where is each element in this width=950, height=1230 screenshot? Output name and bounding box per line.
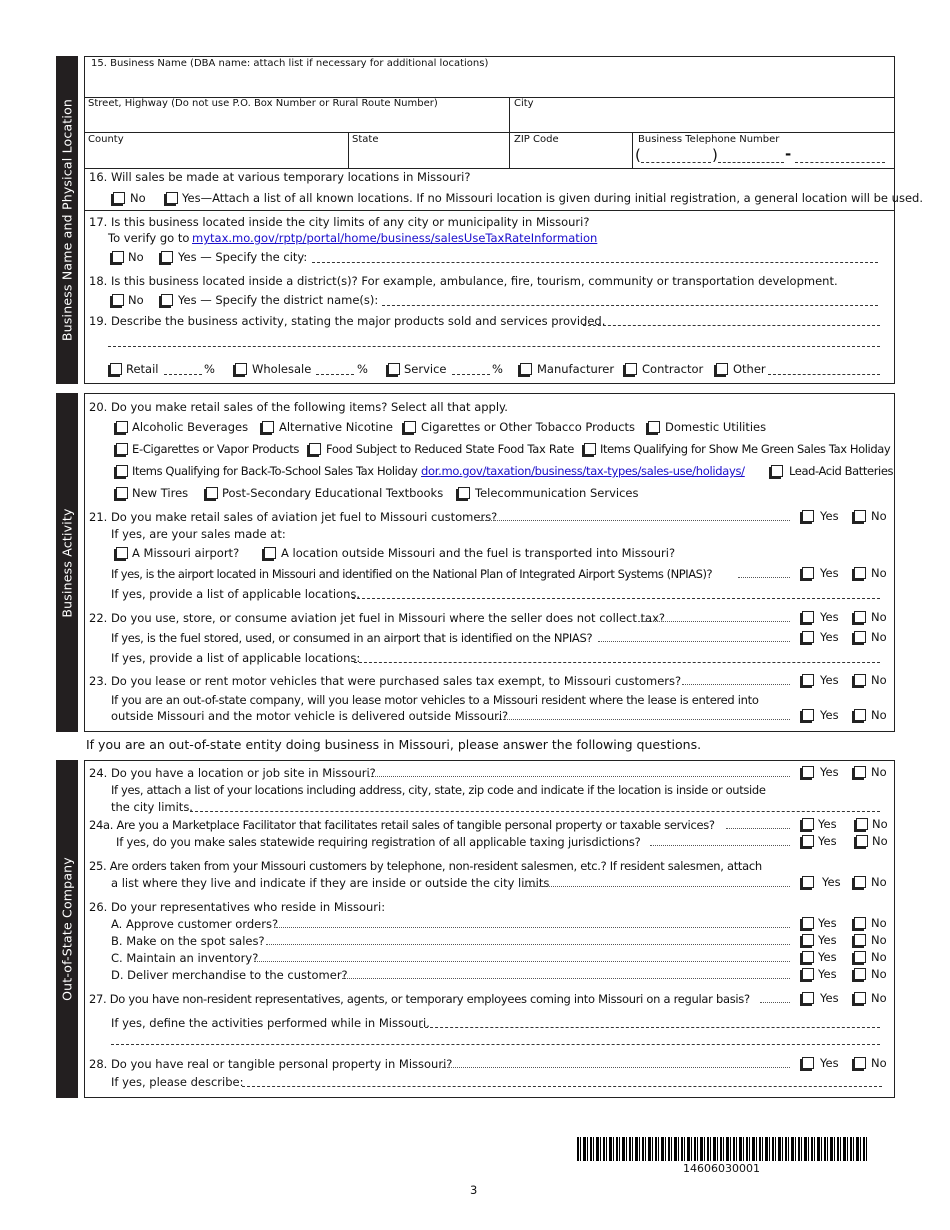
q26-item-label: C. Maintain an inventory? (111, 951, 259, 965)
phone-label: Business Telephone Number (638, 134, 780, 145)
pct-sign: % (204, 362, 215, 376)
q16-text: 16. Will sales be made at various temporary locations in Missouri? (89, 170, 471, 184)
phone-close-paren: ) (712, 146, 718, 164)
phone-input[interactable] (635, 146, 890, 166)
q19-manufacturer-label: Manufacturer (537, 362, 615, 376)
q21-yes-checkbox[interactable] (802, 510, 814, 522)
q20-item-checkbox[interactable] (584, 443, 596, 455)
q19-other-field[interactable] (768, 374, 880, 375)
yes-label: Yes (820, 630, 839, 644)
q25-line1: 25. Are orders taken from your Missouri customers by telephone, non-resident salesmen, etc.? If resident salesmen, attach (89, 859, 762, 873)
q24-field[interactable] (190, 811, 880, 812)
q21-npias: If yes, is the airport located in Missouri and identified on the National Plan of Integrated Airport Systems (NPIAS)? (111, 567, 713, 581)
phone-dash: - (785, 145, 792, 163)
yes-label: Yes (818, 933, 837, 947)
no-label: No (871, 1056, 887, 1070)
q19-contractor-checkbox[interactable] (625, 363, 637, 375)
q19-service-checkbox[interactable] (388, 363, 400, 375)
q24a-sub-no-checkbox[interactable] (856, 835, 868, 847)
no-label: No (871, 708, 887, 722)
sidebar-business-activity (56, 393, 78, 732)
q20-item-checkbox[interactable] (309, 443, 321, 455)
q16-no-label: No (130, 191, 146, 205)
q21-outside-checkbox[interactable] (264, 547, 276, 559)
q25-line2: a list where they live and indicate if they are inside or outside the city limits (111, 876, 550, 890)
no-label: No (871, 933, 887, 947)
q17-yes-label: Yes — Specify the city: (178, 250, 308, 264)
q27-no-checkbox[interactable] (854, 992, 866, 1004)
q20-item-label: Items Qualifying for Show Me Green Sales Tax Holiday (600, 442, 891, 456)
q20-item-label: Domestic Utilities (665, 420, 767, 434)
yes-label: Yes (818, 967, 837, 981)
q24-yes-checkbox[interactable] (802, 766, 814, 778)
q17-rate-link[interactable]: mytax.mo.gov/rptp/portal/home/business/salesUseTaxRateInformation (192, 231, 598, 245)
q21-npias-no-checkbox[interactable] (854, 567, 866, 579)
q18-text: 18. Is this business located inside a district(s)? For example, ambulance, fire, tourism, community or transportation development. (89, 274, 838, 288)
phone-open-paren: ( (635, 146, 641, 164)
q20-item-label: E-Cigarettes or Vapor Products (132, 442, 300, 456)
no-label: No (871, 967, 887, 981)
pct-sign: % (357, 362, 368, 376)
q18-yes-checkbox[interactable] (161, 294, 173, 306)
q17-yes-checkbox[interactable] (161, 251, 173, 263)
q23-no-checkbox[interactable] (854, 674, 866, 686)
q20-item-label: Post-Secondary Educational Textbooks (222, 486, 444, 500)
q20-item-checkbox[interactable] (116, 465, 128, 477)
q20-item-checkbox[interactable] (116, 443, 128, 455)
city-input[interactable] (512, 112, 892, 130)
q26-d-no-checkbox[interactable] (854, 968, 866, 980)
q20-item-checkbox[interactable] (404, 421, 416, 433)
q26-c-no-checkbox[interactable] (854, 951, 866, 963)
q22-yes-checkbox[interactable] (802, 611, 814, 623)
yes-label: Yes (818, 950, 837, 964)
q28-describe: If yes, please describe: (111, 1075, 244, 1089)
q23-line1: If you are an out-of-state company, will you lease motor vehicles to a Missouri resident where the lease is entered into (111, 693, 759, 707)
q19-description-field[interactable] (583, 325, 880, 326)
q18-no-label: No (128, 293, 144, 307)
street-input[interactable] (86, 112, 506, 130)
q20-item-checkbox[interactable] (648, 421, 660, 433)
q19-service-label: Service (404, 362, 447, 376)
q24-line1: If yes, attach a list of your locations including address, city, state, zip code and indicate if the location is inside or outside (111, 783, 766, 797)
q26-c-yes-checkbox[interactable] (802, 951, 814, 963)
q28-text: 28. Do you have real or tangible personal property in Missouri? (89, 1057, 453, 1071)
page-number: 3 (470, 1183, 478, 1197)
q24a-sub-yes-checkbox[interactable] (802, 835, 814, 847)
county-label: County (88, 134, 124, 145)
q23-text: 23. Do you lease or rent motor vehicles that were purchased sales tax exempt, to Missouri customers? (89, 674, 682, 688)
q24-line2: the city limits. (111, 800, 193, 814)
q20-item-checkbox[interactable] (771, 465, 783, 477)
q19-manufacturer-checkbox[interactable] (520, 363, 532, 375)
county-input[interactable] (86, 148, 344, 166)
q20-item-checkbox[interactable] (116, 487, 128, 499)
q26-d-yes-checkbox[interactable] (802, 968, 814, 980)
q22-list-field[interactable] (354, 662, 880, 663)
q28-yes-checkbox[interactable] (802, 1057, 814, 1069)
barcode (577, 1137, 867, 1161)
q19-wholesale-checkbox[interactable] (235, 363, 247, 375)
yes-label: Yes (818, 817, 837, 831)
q21-text: 21. Do you make retail sales of aviation jet fuel to Missouri customers? (89, 510, 498, 524)
q19-wholesale-pct[interactable] (316, 374, 354, 375)
q24a-yes-checkbox[interactable] (802, 818, 814, 830)
q16-yes-label: Yes—Attach a list of all known locations. If no Missouri location is given during initial registration, a general location will be used. (182, 191, 923, 205)
q20-item-label: Items Qualifying for Back-To-School Sales Tax Holiday (132, 464, 418, 478)
q21-airport-label: A Missouri airport? (132, 546, 240, 560)
q27-field-2[interactable] (111, 1044, 880, 1045)
yes-label: Yes (818, 916, 837, 930)
no-label: No (871, 610, 887, 624)
q26-a-yes-checkbox[interactable] (802, 917, 814, 929)
q21-outside-label: A location outside Missouri and the fuel is transported into Missouri? (281, 546, 676, 560)
sidebar-label: Business Name and Physical Location (59, 98, 75, 342)
q18-district-field[interactable] (382, 305, 878, 306)
q21-npias-yes-checkbox[interactable] (802, 567, 814, 579)
q26-item-label: D. Deliver merchandise to the customer? (111, 968, 348, 982)
q19-retail-checkbox[interactable] (110, 363, 122, 375)
q27-text: 27. Do you have non-resident representatives, agents, or temporary employees coming into Missouri on a regular basis? (89, 992, 750, 1006)
q23-out-yes-checkbox[interactable] (802, 709, 814, 721)
sidebar-business-name (56, 56, 78, 384)
q20-text: 20. Do you make retail sales of the following items? Select all that apply. (89, 400, 508, 414)
q26-item-label: B. Make on the spot sales? (111, 934, 265, 948)
yes-label: Yes (818, 834, 837, 848)
q24a-sub: If yes, do you make sales statewide requiring registration of all applicable taxing jurisdictions? (116, 835, 641, 849)
q27-field[interactable] (420, 1027, 880, 1028)
q26-text: 26. Do your representatives who reside in Missouri: (89, 900, 386, 914)
barcode-number: 14606030001 (683, 1162, 760, 1175)
q18-yes-label: Yes — Specify the district name(s): (178, 293, 379, 307)
no-label: No (871, 991, 887, 1005)
q21-airport-checkbox[interactable] (116, 547, 128, 559)
yes-label: Yes (820, 509, 839, 523)
no-label: No (871, 950, 887, 964)
q19-description-field-2[interactable] (108, 346, 880, 347)
q20-item-label: Telecommunication Services (475, 486, 639, 500)
no-label: No (871, 765, 887, 779)
q23-line2: outside Missouri and the motor vehicle is delivered outside Missouri? (111, 709, 509, 723)
q19-contractor-label: Contractor (642, 362, 704, 376)
q24a-text: 24a. Are you a Marketplace Facilitator that facilitates retail sales of tangible personal property or taxable services? (89, 818, 715, 832)
q19-other-label: Other (733, 362, 766, 376)
q26-a-no-checkbox[interactable] (854, 917, 866, 929)
q20-item-label: Food Subject to Reduced State Food Tax Rate (326, 442, 574, 456)
q23-out-no-checkbox[interactable] (854, 709, 866, 721)
q28-no-checkbox[interactable] (854, 1057, 866, 1069)
q26-item-label: A. Approve customer orders? (111, 917, 279, 931)
city-label: City (514, 98, 534, 109)
yes-label: Yes (820, 708, 839, 722)
yes-label: Yes (820, 765, 839, 779)
q22-npias-no-checkbox[interactable] (854, 631, 866, 643)
q24-no-checkbox[interactable] (854, 766, 866, 778)
q20-item-label: Alternative Nicotine (279, 420, 393, 434)
q17-city-field[interactable] (312, 262, 878, 263)
q16-no-checkbox[interactable] (113, 192, 125, 204)
q26-b-no-checkbox[interactable] (854, 934, 866, 946)
q19-service-pct[interactable] (452, 374, 490, 375)
pct-sign: % (492, 362, 503, 376)
q24a-no-checkbox[interactable] (856, 818, 868, 830)
q23-yes-checkbox[interactable] (802, 674, 814, 686)
no-label: No (871, 916, 887, 930)
sidebar-label: Business Activity (59, 507, 75, 618)
q20-item-checkbox[interactable] (206, 487, 218, 499)
q20-item-checkbox[interactable] (116, 421, 128, 433)
q26-b-yes-checkbox[interactable] (802, 934, 814, 946)
q20-item-label: Alcoholic Beverages (132, 420, 249, 434)
no-label: No (872, 817, 888, 831)
yes-label: Yes (820, 1056, 839, 1070)
q27-define: If yes, define the activities performed while in Missouri. (111, 1016, 430, 1030)
yes-label: Yes (820, 673, 839, 687)
yes-label: Yes (820, 991, 839, 1005)
q16-yes-checkbox[interactable] (166, 192, 178, 204)
yes-label: Yes (822, 875, 841, 889)
q25-yes-checkbox[interactable] (802, 876, 814, 888)
yes-label: Yes (820, 610, 839, 624)
zip-input[interactable] (512, 148, 629, 166)
out-of-state-notice: If you are an out-of-state entity doing business in Missouri, please answer the following questions. (86, 737, 702, 752)
q17-verify: To verify go to (108, 231, 190, 245)
no-label: No (871, 875, 887, 889)
q18-no-checkbox[interactable] (112, 294, 124, 306)
state-label: State (352, 134, 379, 145)
no-label: No (871, 630, 887, 644)
business-name-label: 15. Business Name (DBA name: attach list if necessary for additional locations) (91, 58, 489, 69)
street-label: Street, Highway (Do not use P.O. Box Number or Rural Route Number) (88, 98, 438, 109)
sidebar-label: Out-of-State Company (59, 857, 75, 1001)
q17-no-checkbox[interactable] (112, 251, 124, 263)
q20-item-checkbox[interactable] (262, 421, 274, 433)
q22-npias-yes-checkbox[interactable] (802, 631, 814, 643)
no-label: No (871, 673, 887, 687)
no-label: No (871, 509, 887, 523)
q24-text: 24. Do you have a location or job site in Missouri? (89, 766, 376, 780)
q19-retail-pct[interactable] (164, 374, 202, 375)
q20-item-label: Lead-Acid Batteries (789, 464, 894, 478)
q21-list: If yes, provide a list of applicable locations. (111, 587, 361, 601)
q22-list: If yes, provide a list of applicable locations: (111, 651, 361, 665)
q19-text: 19. Describe the business activity, stating the major products sold and services provided. (89, 314, 606, 328)
q20-item-label: New Tires (132, 486, 189, 500)
q21-where: If yes, are your sales made at: (111, 527, 286, 541)
q19-other-checkbox[interactable] (716, 363, 728, 375)
q20-holiday-link[interactable]: dor.mo.gov/taxation/business/tax-types/sales-use/holidays/ (421, 464, 745, 478)
q20-item-label: Cigarettes or Other Tobacco Products (421, 420, 636, 434)
business-name-input[interactable] (86, 72, 892, 95)
q21-no-checkbox[interactable] (854, 510, 866, 522)
sidebar-out-of-state (56, 760, 78, 1098)
no-label: No (872, 834, 888, 848)
q28-field[interactable] (242, 1086, 882, 1087)
q22-no-checkbox[interactable] (854, 611, 866, 623)
q19-retail-label: Retail (126, 362, 159, 376)
state-input[interactable] (351, 148, 506, 166)
q20-item-checkbox[interactable] (458, 487, 470, 499)
zip-label: ZIP Code (514, 134, 559, 145)
q17-no-label: No (128, 250, 144, 264)
q22-text: 22. Do you use, store, or consume aviation jet fuel in Missouri where the seller does not collect tax? (89, 611, 665, 625)
q27-yes-checkbox[interactable] (802, 992, 814, 1004)
q25-no-checkbox[interactable] (854, 876, 866, 888)
q17-text: 17. Is this business located inside the city limits of any city or municipality in Missouri? (89, 215, 590, 229)
q22-npias: If yes, is the fuel stored, used, or consumed in an airport that is identified on the NPIAS? (111, 631, 593, 645)
yes-label: Yes (820, 566, 839, 580)
q19-wholesale-label: Wholesale (252, 362, 312, 376)
q21-list-field[interactable] (352, 598, 880, 599)
no-label: No (871, 566, 887, 580)
